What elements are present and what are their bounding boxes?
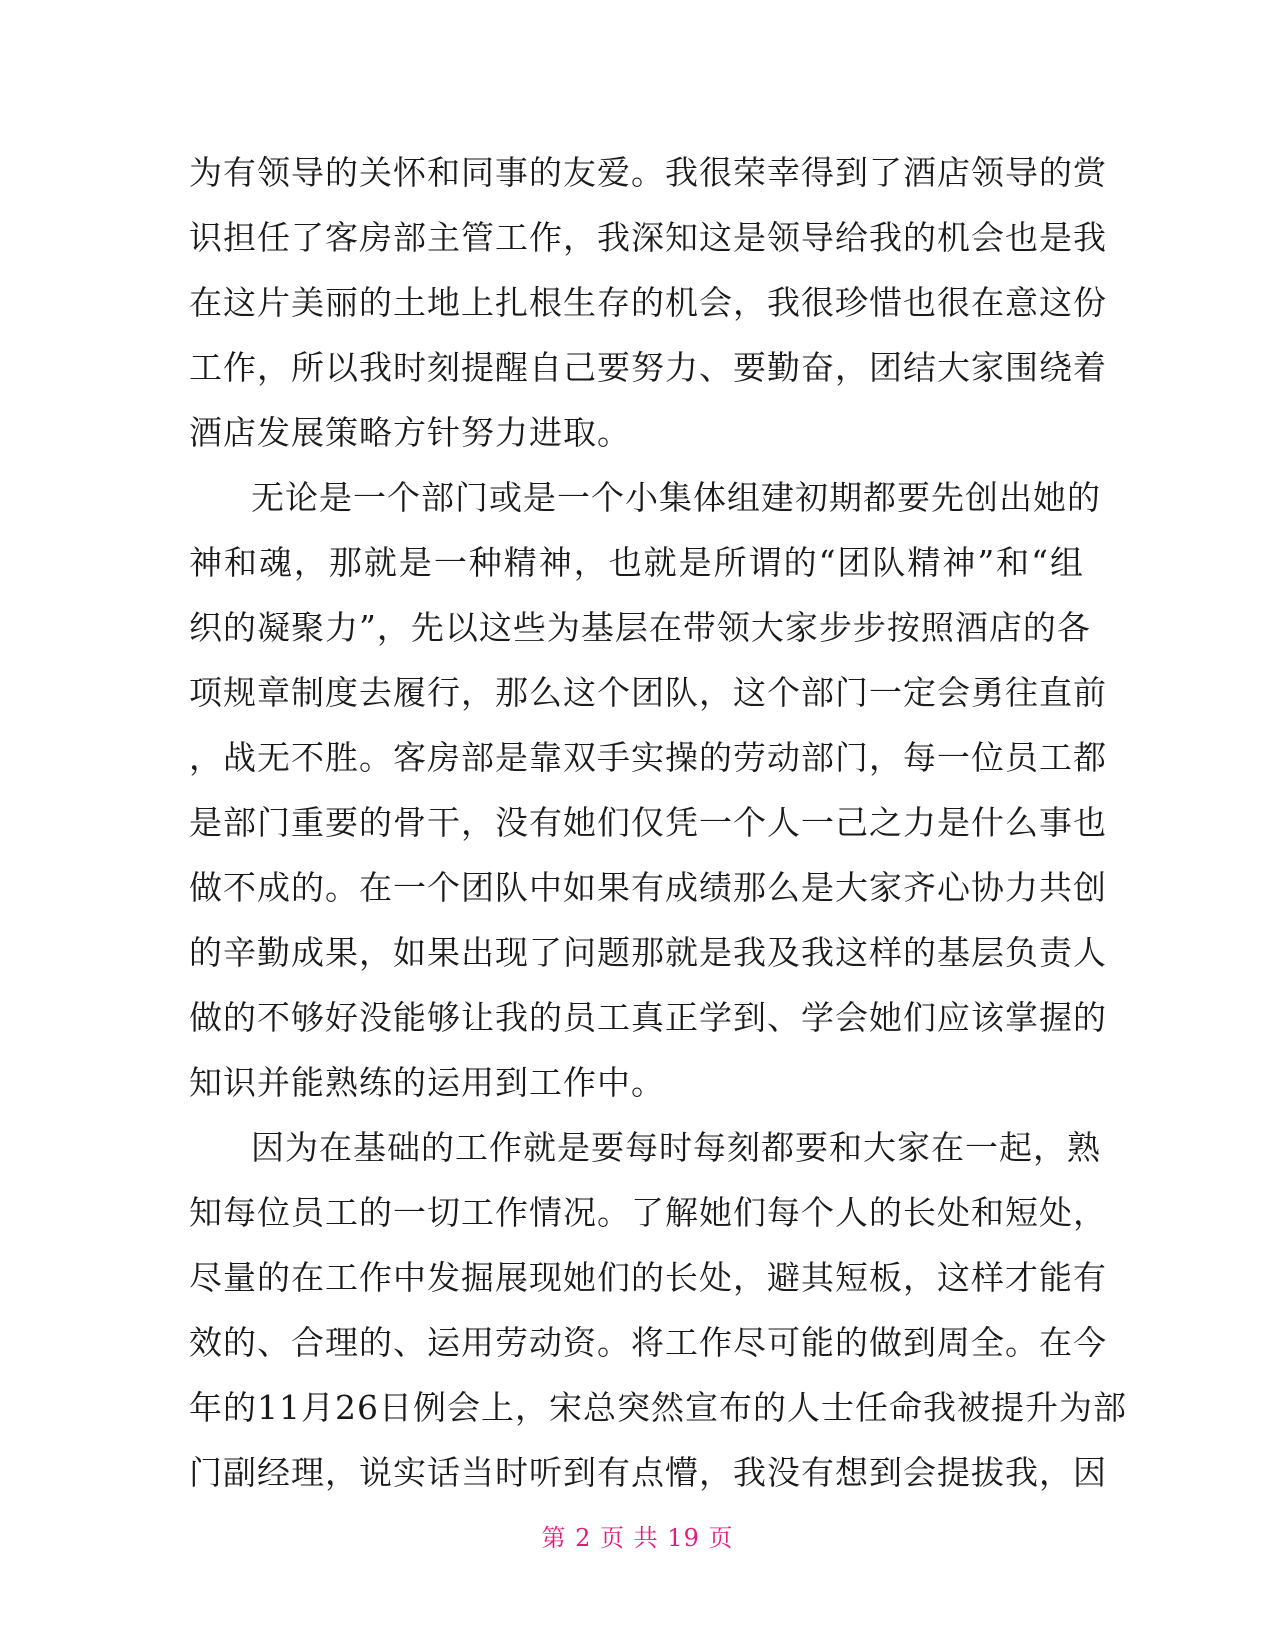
text-line: 无论是一个部门或是一个小集体组建初期都要先创出她的 [251, 478, 1101, 517]
text-line: 尽量的在工作中发掘展现她们的长处，避其短板，这样才能有 [189, 1258, 1107, 1297]
text-line: 识担任了客房部主管工作，我深知这是领导给我的机会也是我 [189, 218, 1107, 257]
page-body [189, 140, 1127, 1505]
text-line: 效的、合理的、运用劳动资。将工作尽可能的做到周全。在今 [189, 1323, 1107, 1362]
text-line: 项规章制度去履行，那么这个团队，这个部门一定会勇往直前 [189, 673, 1107, 712]
text-line: 知识并能熟练的运用到工作中。 [189, 1063, 665, 1102]
text-line: 因为在基础的工作就是要每时每刻都要和大家在一起，熟 [251, 1128, 1101, 1167]
text-line: 年的11月26日例会上，宋总突然宣布的人士任命我被提升为部 [189, 1388, 1127, 1427]
paragraph [189, 140, 1107, 465]
text-line: 做不成的。在一个团队中如果有成绩那么是大家齐心协力共创 [189, 868, 1107, 907]
paragraph [189, 465, 1107, 1115]
text-line: 是部门重要的骨干，没有她们仅凭一个人一己之力是什么事也 [189, 803, 1107, 842]
text-line: 为有领导的关怀和同事的友爱。我很荣幸得到了酒店领导的赏 [189, 153, 1107, 192]
paragraph [189, 1115, 1127, 1505]
text-line: 在这片美丽的土地上扎根生存的机会，我很珍惜也很在意这份 [189, 283, 1107, 322]
text-line: 工作，所以我时刻提醒自己要努力、要勤奋，团结大家围绕着 [189, 348, 1107, 387]
text-line: 神和魂，那就是一种精神，也就是所谓的“团队精神”和“组 [189, 543, 1084, 582]
text-line: 知每位员工的一切工作情况。了解她们每个人的长处和短处， [189, 1193, 1107, 1232]
text-line: 酒店发展策略方针努力进取。 [189, 413, 631, 452]
text-line: 织的凝聚力”，先以这些为基层在带领大家步步按照酒店的各 [189, 608, 1091, 647]
page-number-footer: 第 2 页 共 19 页 [541, 1524, 734, 1552]
text-line: 门副经理，说实话当时听到有点懵，我没有想到会提拔我，因 [189, 1453, 1107, 1492]
text-line: 做的不够好没能够让我的员工真正学到、学会她们应该掌握的 [189, 998, 1107, 1037]
text-line: 的辛勤成果，如果出现了问题那就是我及我这样的基层负责人 [189, 933, 1107, 972]
text-line: ，战无不胜。客房部是靠双手实操的劳动部门，每一位员工都 [189, 738, 1107, 777]
